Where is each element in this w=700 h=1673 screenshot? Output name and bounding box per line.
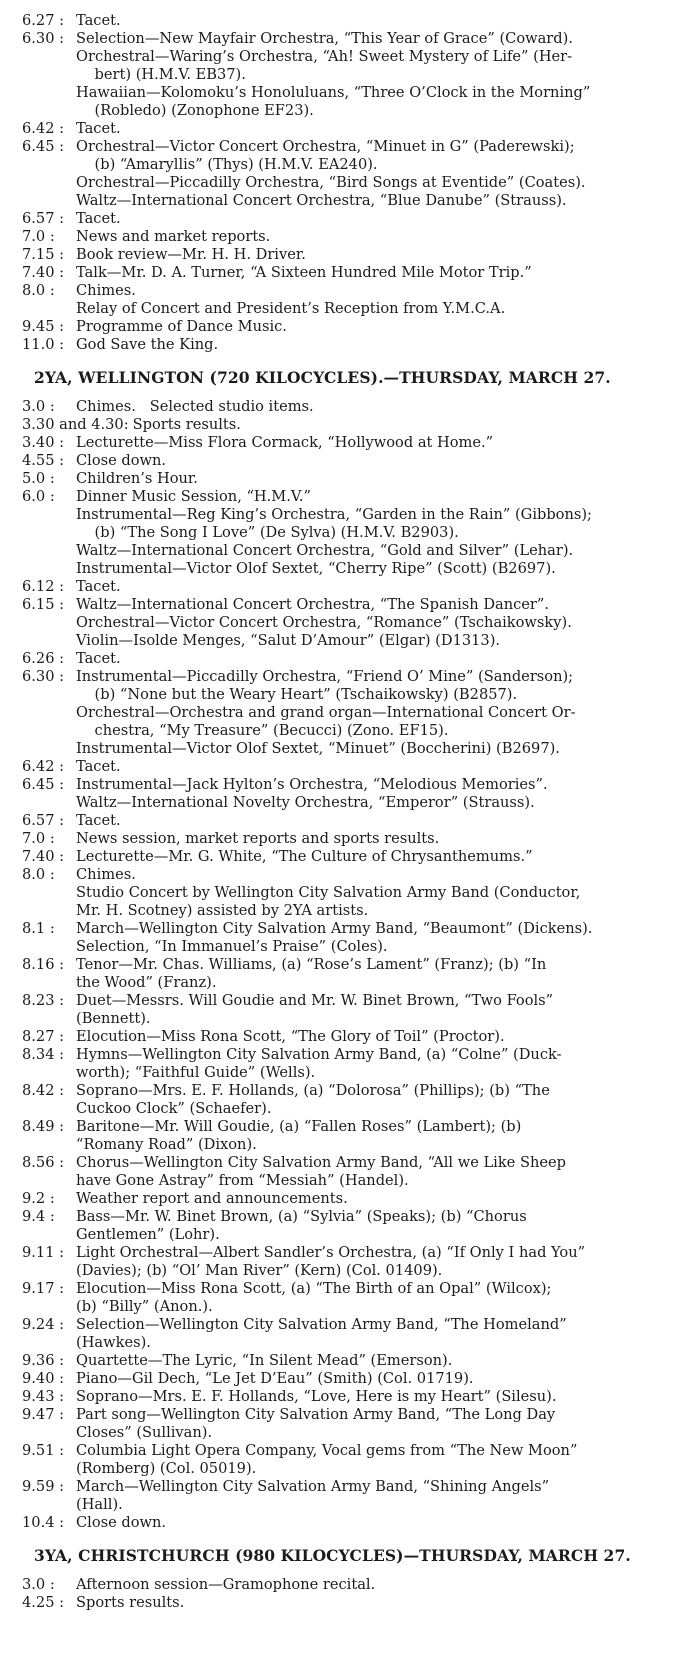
program-entry	[22, 452, 692, 470]
program-entry	[22, 1244, 692, 1280]
entry-time: 8.27 :	[22, 1028, 65, 1045]
program-entry	[22, 920, 692, 956]
program-entry	[22, 992, 692, 1028]
entry-time: 8.34 :	[22, 1046, 65, 1063]
section-3ya-christchurch	[22, 1576, 692, 1612]
entry-line: Instrumental—Jack Hylton’s Orchestra, “Melodious Memories”.	[76, 776, 548, 793]
entry-line: Gentlemen” (Lohr).	[76, 1226, 220, 1243]
entry-line: Sports results.	[132, 416, 241, 433]
entry-line: (Hall).	[76, 1496, 123, 1513]
program-entry	[22, 668, 692, 758]
entry-line: Light Orchestral—Albert Sandler’s Orchestra, (a) “If Only I had You”	[76, 1244, 586, 1261]
entry-line: Soprano—Mrs. E. F. Hollands, “Love, Here is my Heart” (Silesu).	[76, 1388, 557, 1405]
entry-time: 3.0 :	[22, 398, 55, 415]
entry-line: (b) “Amaryllis” (Thys) (H.M.V. EA240).	[76, 156, 378, 173]
entry-line: Bass—Mr. W. Binet Brown, (a) “Sylvia” (Speaks); (b) “Chorus	[76, 1208, 527, 1225]
program-entry	[22, 246, 692, 264]
program-entry	[22, 1280, 692, 1316]
entry-line: Selection—Wellington City Salvation Army Band, “The Homeland”	[76, 1316, 567, 1333]
entry-line: Dinner Music Session, “H.M.V.”	[76, 488, 311, 505]
entry-time: 6.15 :	[22, 596, 65, 613]
entry-line: Elocution—Miss Rona Scott, “The Glory of Toil” (Proctor).	[76, 1028, 505, 1045]
entry-line: Part song—Wellington City Salvation Army Band, “The Long Day	[76, 1406, 556, 1423]
program-entry	[22, 1028, 692, 1046]
program-entry	[22, 650, 692, 668]
entry-time: 6.12 :	[22, 578, 65, 595]
entry-line: News and market reports.	[76, 228, 271, 245]
entry-line: “Romany Road” (Dixon).	[76, 1136, 257, 1153]
entry-time: 8.0 :	[22, 282, 55, 299]
entry-line: Sports results.	[76, 1594, 185, 1611]
entry-time: 8.23 :	[22, 992, 65, 1009]
entry-time: 7.0 :	[22, 830, 55, 847]
entry-line: Violin—Isolde Menges, “Salut D’Amour” (Elgar) (D1313).	[76, 632, 501, 649]
entry-line: Relay of Concert and President’s Reception from Y.M.C.A.	[76, 300, 506, 317]
entry-line: Soprano—Mrs. E. F. Hollands, (a) “Dolorosa” (Phillips); (b) “The	[76, 1082, 550, 1099]
entry-line: Closes” (Sullivan).	[76, 1424, 213, 1441]
entry-line: Instrumental—Victor Olof Sextet, “Cherry Ripe” (Scott) (B2697).	[76, 560, 556, 577]
entry-line: Tacet.	[76, 650, 121, 667]
program-entry	[22, 210, 692, 228]
entry-line: Book review—Mr. H. H. Driver.	[76, 246, 306, 263]
entry-line: Tenor—Mr. Chas. Williams, (a) “Rose’s Lament” (Franz); (b) “In	[76, 956, 547, 973]
program-entry	[22, 866, 692, 920]
entry-line: Chorus—Wellington City Salvation Army Band, “All we Like Sheep	[76, 1154, 566, 1171]
entry-time: 9.59 :	[22, 1478, 65, 1495]
entry-line: Tacet.	[76, 12, 121, 29]
entry-time: 3.0 :	[22, 1576, 55, 1593]
entry-time: 11.0 :	[22, 336, 65, 353]
entry-time: 6.42 :	[22, 120, 65, 137]
entry-line: Elocution—Miss Rona Scott, (a) “The Birth of an Opal” (Wilcox);	[76, 1280, 552, 1297]
entry-line: (b) “Billy” (Anon.).	[76, 1298, 213, 1315]
entry-time: 8.0 :	[22, 866, 55, 883]
program-entry	[22, 1370, 692, 1388]
entry-line: (Bennett).	[76, 1010, 151, 1027]
entry-time: 9.2 :	[22, 1190, 55, 1207]
program-entry	[22, 336, 692, 354]
entry-line: Close down.	[76, 1514, 167, 1531]
entry-time: 6.0 :	[22, 488, 55, 505]
program-entry	[22, 12, 692, 30]
entry-time: 5.0 :	[22, 470, 55, 487]
entry-time: 9.4 :	[22, 1208, 55, 1225]
entry-line: Lecturette—Miss Flora Cormack, “Hollywood at Home.”	[76, 434, 494, 451]
entry-line: (Robledo) (Zonophone EF23).	[76, 102, 314, 119]
entry-line: Orchestral—Waring’s Orchestra, “Ah! Sweet Mystery of Life” (Her-	[76, 48, 573, 65]
entry-line: Chimes. Selected studio items.	[76, 398, 314, 415]
program-entry	[22, 1442, 692, 1478]
entry-line: chestra, “My Treasure” (Becucci) (Zono. EF15).	[76, 722, 449, 739]
entry-line: bert) (H.M.V. EB37).	[76, 66, 246, 83]
program-entry	[22, 596, 692, 650]
entry-line: Selection—New Mayfair Orchestra, “This Year of Grace” (Coward).	[76, 30, 573, 47]
entry-line: Mr. H. Scotney) assisted by 2YA artists.	[76, 902, 369, 919]
entry-line: News session, market reports and sports results.	[76, 830, 440, 847]
entry-time: 6.26 :	[22, 650, 65, 667]
entry-line: Orchestral—Victor Concert Orchestra, “Minuet in G” (Paderewski);	[76, 138, 575, 155]
entry-time: 9.11 :	[22, 1244, 65, 1261]
entry-time: 9.43 :	[22, 1388, 65, 1405]
section-1ya-continued	[22, 12, 692, 354]
program-entry	[22, 956, 692, 992]
entry-line: Orchestral—Orchestra and grand organ—International Concert Or-	[76, 704, 576, 721]
entry-line: the Wood” (Franz).	[76, 974, 217, 991]
entry-line: Orchestral—Victor Concert Orchestra, “Romance” (Tschaikowsky).	[76, 614, 572, 631]
program-entry	[22, 758, 692, 776]
entry-time: 8.56 :	[22, 1154, 65, 1171]
entry-line: Studio Concert by Wellington City Salvation Army Band (Conductor,	[76, 884, 581, 901]
entry-line: Waltz—International Concert Orchestra, “The Spanish Dancer”.	[76, 596, 549, 613]
program-entry	[22, 578, 692, 596]
entry-line: Hawaiian—Kolomoku’s Honoluluans, “Three O’Clock in the Morning”	[76, 84, 591, 101]
entry-line: have Gone Astray” from “Messiah” (Handel).	[76, 1172, 409, 1189]
entry-line: March—Wellington City Salvation Army Band, “Beaumont” (Dickens).	[76, 920, 593, 937]
program-entry	[22, 830, 692, 848]
entry-time: 9.51 :	[22, 1442, 65, 1459]
entry-line: Children’s Hour.	[76, 470, 198, 487]
program-entry	[22, 30, 692, 120]
entry-line: Columbia Light Opera Company, Vocal gems from “The New Moon”	[76, 1442, 578, 1459]
entry-line: worth); “Faithful Guide” (Wells).	[76, 1064, 316, 1081]
entry-line: Tacet.	[76, 578, 121, 595]
program-entry	[22, 776, 692, 812]
section-heading-2ya: 2YA, WELLINGTON (720 KILOCYCLES).—THURSDAY, MARCH 27.	[34, 368, 611, 387]
program-entry	[22, 416, 692, 434]
entry-line: (Davies); (b) “Ol’ Man River” (Kern) (Col. 01409).	[76, 1262, 443, 1279]
entry-time: 7.40 :	[22, 264, 65, 281]
program-entry	[22, 848, 692, 866]
entry-line: Tacet.	[76, 812, 121, 829]
program-entry	[22, 1352, 692, 1370]
section-2ya-wellington	[22, 398, 692, 1532]
entry-line: Instrumental—Reg King’s Orchestra, “Garden in the Rain” (Gibbons);	[76, 506, 592, 523]
program-entry	[22, 318, 692, 336]
program-entry	[22, 1478, 692, 1514]
program-entry	[22, 228, 692, 246]
program-entry	[22, 434, 692, 452]
entry-time: 7.0 :	[22, 228, 55, 245]
entry-line: Duet—Messrs. Will Goudie and Mr. W. Binet Brown, “Two Fools”	[76, 992, 554, 1009]
entry-line: Piano—Gil Dech, “Le Jet D’Eau” (Smith) (Col. 01719).	[76, 1370, 474, 1387]
entry-time: 8.1 :	[22, 920, 55, 937]
program-entry	[22, 1388, 692, 1406]
program-entry	[22, 1406, 692, 1442]
entry-line: Cuckoo Clock” (Schaefer).	[76, 1100, 272, 1117]
entry-time: 3.30 and 4.30:	[22, 416, 129, 433]
entry-line: Instrumental—Piccadilly Orchestra, “Friend O’ Mine” (Sanderson);	[76, 668, 574, 685]
entry-line: Tacet.	[76, 120, 121, 137]
program-entry	[22, 138, 692, 210]
entry-line: Tacet.	[76, 210, 121, 227]
entry-time: 7.40 :	[22, 848, 65, 865]
entry-line: Programme of Dance Music.	[76, 318, 287, 335]
entry-time: 6.57 :	[22, 812, 65, 829]
entry-time: 4.25 :	[22, 1594, 65, 1611]
entry-line: Waltz—International Concert Orchestra, “Gold and Silver” (Lehar).	[76, 542, 574, 559]
entry-time: 6.42 :	[22, 758, 65, 775]
entry-line: Tacet.	[76, 758, 121, 775]
program-entry	[22, 812, 692, 830]
entry-line: Chimes.	[76, 282, 136, 299]
entry-time: 9.45 :	[22, 318, 65, 335]
entry-time: 8.49 :	[22, 1118, 65, 1135]
entry-time: 6.57 :	[22, 210, 65, 227]
entry-line: Close down.	[76, 452, 167, 469]
entry-time: 8.42 :	[22, 1082, 65, 1099]
entry-line: (Romberg) (Col. 05019).	[76, 1460, 257, 1477]
entry-time: 9.17 :	[22, 1280, 65, 1297]
program-entry	[22, 470, 692, 488]
program-entry	[22, 1594, 692, 1612]
entry-time: 6.30 :	[22, 668, 65, 685]
entry-line: Selection, “In Immanuel’s Praise” (Coles).	[76, 938, 388, 955]
program-entry	[22, 398, 692, 416]
program-entry	[22, 1154, 692, 1190]
entry-time: 3.40 :	[22, 434, 65, 451]
entry-time: 10.4 :	[22, 1514, 65, 1531]
section-heading-3ya: 3YA, CHRISTCHURCH (980 KILOCYCLES)—THURSDAY, MARCH 27.	[34, 1546, 631, 1565]
program-entry	[22, 264, 692, 282]
entry-time: 9.36 :	[22, 1352, 65, 1369]
program-entry	[22, 1118, 692, 1154]
program-entry	[22, 120, 692, 138]
entry-time: 9.47 :	[22, 1406, 65, 1423]
program-entry	[22, 1316, 692, 1352]
entry-line: Baritone—Mr. Will Goudie, (a) “Fallen Roses” (Lambert); (b)	[76, 1118, 522, 1135]
entry-time: 6.45 :	[22, 776, 65, 793]
entry-line: Orchestral—Piccadilly Orchestra, “Bird Songs at Eventide” (Coates).	[76, 174, 586, 191]
entry-time: 6.45 :	[22, 138, 65, 155]
program-entry	[22, 1082, 692, 1118]
entry-line: Talk—Mr. D. A. Turner, “A Sixteen Hundred Mile Motor Trip.”	[76, 264, 532, 281]
program-entry	[22, 1514, 692, 1532]
entry-time: 6.30 :	[22, 30, 65, 47]
program-entry	[22, 488, 692, 578]
entry-line: Waltz—International Novelty Orchestra, “Emperor” (Strauss).	[76, 794, 535, 811]
entry-time: 6.27 :	[22, 12, 65, 29]
entry-time: 4.55 :	[22, 452, 65, 469]
entry-line: Hymns—Wellington City Salvation Army Band, (a) “Colne” (Duck-	[76, 1046, 562, 1063]
entry-line: Quartette—The Lyric, “In Silent Mead” (Emerson).	[76, 1352, 453, 1369]
entry-line: God Save the King.	[76, 336, 219, 353]
entry-line: Weather report and announcements.	[76, 1190, 348, 1207]
entry-time: 7.15 :	[22, 246, 65, 263]
program-entry	[22, 1190, 692, 1208]
entry-line: March—Wellington City Salvation Army Band, “Shining Angels”	[76, 1478, 550, 1495]
entry-line: (b) “The Song I Love” (De Sylva) (H.M.V. B2903).	[76, 524, 459, 541]
entry-line: (b) “None but the Weary Heart” (Tschaikowsky) (B2857).	[76, 686, 518, 703]
entry-line: (Hawkes).	[76, 1334, 151, 1351]
entry-line: Chimes.	[76, 866, 136, 883]
entry-time: 9.24 :	[22, 1316, 65, 1333]
program-entry	[22, 282, 692, 318]
entry-line: Instrumental—Victor Olof Sextet, “Minuet” (Boccherini) (B2697).	[76, 740, 560, 757]
entry-time: 9.40 :	[22, 1370, 65, 1387]
entry-line: Waltz—International Concert Orchestra, “Blue Danube” (Strauss).	[76, 192, 567, 209]
entry-line: Afternoon session—Gramophone recital.	[76, 1576, 376, 1593]
entry-time: 8.16 :	[22, 956, 65, 973]
program-entry	[22, 1576, 692, 1594]
program-entry	[22, 1208, 692, 1244]
entry-line: Lecturette—Mr. G. White, “The Culture of Chrysanthemums.”	[76, 848, 533, 865]
program-entry	[22, 1046, 692, 1082]
